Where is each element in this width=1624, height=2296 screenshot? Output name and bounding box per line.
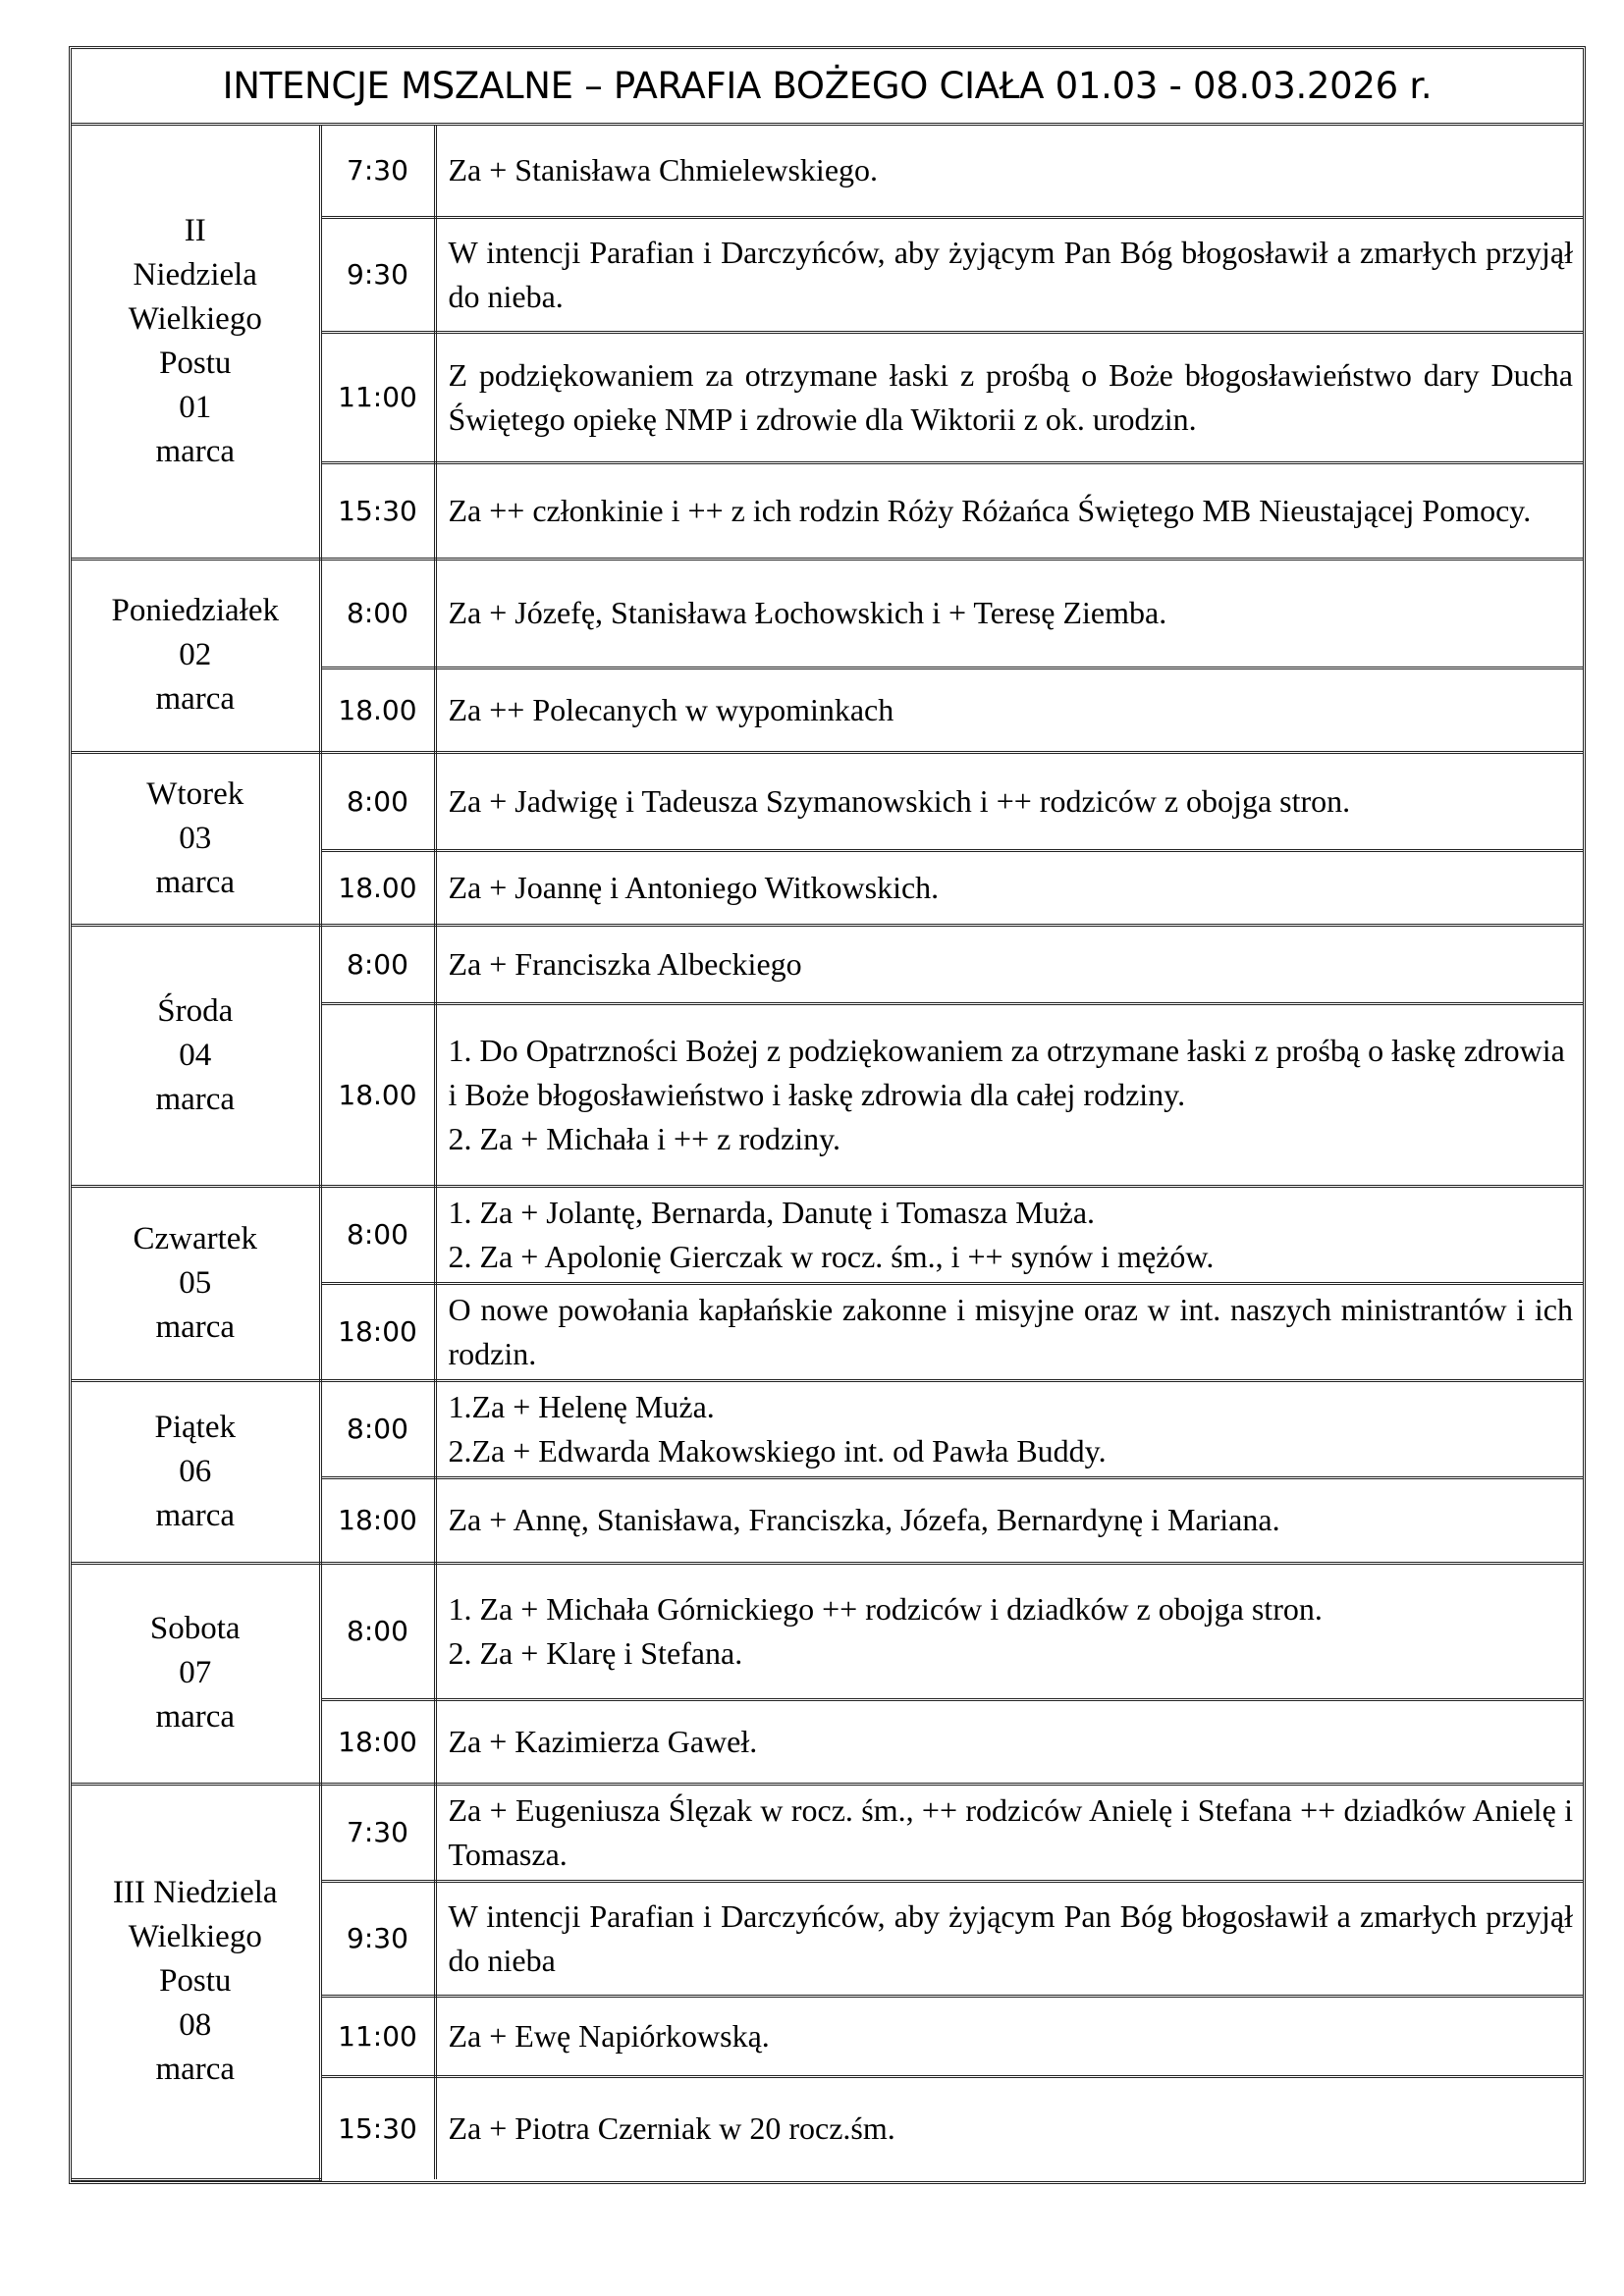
intention-text: Za + Kazimierza Gaweł. (448, 1723, 758, 1759)
intention-text: O nowe powołania kapłańskie zakonne i misyjne oraz w int. naszych ministrantów i ich rodzin. (448, 1291, 1573, 1371)
mass-intention (435, 1283, 1583, 1380)
day-label-line: Postu (159, 345, 232, 381)
intention-text: Za + Stanisława Chmielewskiego. (448, 152, 879, 188)
intention-text: Za + Franciszka Albeckiego (448, 945, 802, 982)
intention-text: 1. Za + Jolantę, Bernarda, Danutę i Tomasza Muża. (448, 1194, 1096, 1230)
intention-text: 2.Za + Edwarda Makowskiego int. od Pawła Buddy. (448, 1432, 1107, 1468)
mass-time: 8:00 (320, 1186, 435, 1283)
day-label-line: 01 (179, 389, 212, 425)
mass-time: 15:30 (320, 462, 435, 559)
day-label-line: Postu (159, 1963, 232, 1999)
mass-intention (435, 126, 1583, 217)
day-label (72, 1784, 320, 2179)
mass-time: 8:00 (320, 752, 435, 850)
intention-text: Za + Annę, Stanisława, Franciszka, Józefa, Bernardynę i Mariana. (448, 1502, 1280, 1537)
mass-row (72, 752, 1583, 850)
mass-intention (435, 752, 1583, 850)
mass-time: 11:00 (320, 332, 435, 462)
intentions-table (72, 126, 1583, 2181)
intention-text: 1.Za + Helenę Muża. (448, 1388, 715, 1424)
intention-text: Za + Jadwigę i Tadeusza Szymanowskich i ++ rodziców z obojga stron. (448, 782, 1351, 819)
day-label-line: Niedziela (133, 256, 257, 293)
intention-text: Za + Joannę i Antoniego Witkowskich. (448, 869, 940, 905)
mass-intention (435, 1380, 1583, 1477)
mass-time: 18:00 (320, 1477, 435, 1563)
day-label-line: Sobota (149, 1611, 241, 1646)
intention-text: Za + Józefę, Stanisława Łochowskich i + Teresę Ziemba. (448, 595, 1167, 630)
day-label-line: marca (155, 1497, 236, 1533)
day-label-line: Czwartek (133, 1220, 257, 1256)
day-label-line: III Niedziela (112, 1875, 278, 1910)
day-label-line: Środa (157, 992, 234, 1029)
day-label-line: II (184, 212, 206, 248)
mass-intention (435, 462, 1583, 559)
mass-time: 8:00 (320, 1380, 435, 1477)
intention-text: W intencji Parafian i Darczyńców, aby żyjącym Pan Bóg błogosławił a zmarłych przyjął do nieba (448, 1897, 1573, 1978)
mass-row (72, 1784, 1583, 1881)
mass-intention (435, 1186, 1583, 1283)
mass-time: 18:00 (320, 1699, 435, 1784)
mass-time: 9:30 (320, 217, 435, 332)
mass-time: 18.00 (320, 1003, 435, 1186)
intention-text: Z podziękowaniem za otrzymane łaski z prośbą o Boże błogosławieństwo dary Ducha Świętego opiekę NMP i zdrowie dla Wiktorii z ok. urodzin. (448, 356, 1573, 437)
intention-text: 2. Za + Apolonię Gierczak w rocz. śm., i ++ synów i mężów. (448, 1238, 1215, 1274)
mass-intention (435, 217, 1583, 332)
day-label (72, 559, 320, 752)
day-label (72, 1380, 320, 1563)
mass-intention (435, 1784, 1583, 1881)
mass-time: 8:00 (320, 559, 435, 667)
day-label (72, 126, 320, 559)
day-label (72, 1563, 320, 1784)
mass-intention (435, 1003, 1583, 1186)
mass-intention (435, 332, 1583, 462)
day-label-line: 05 (179, 1264, 212, 1301)
mass-row (72, 126, 1583, 217)
mass-intention (435, 925, 1583, 1003)
day-label-line: marca (155, 433, 236, 469)
day-label-line: 08 (179, 2007, 212, 2043)
mass-intention (435, 667, 1583, 752)
mass-row (72, 1186, 1583, 1283)
mass-intention (435, 559, 1583, 667)
day-label-line: 02 (179, 637, 212, 672)
intention-text: Za + Piotra Czerniak w 20 rocz.śm. (448, 2109, 895, 2146)
mass-time: 7:30 (320, 1784, 435, 1881)
mass-intention (435, 1563, 1583, 1699)
intention-text: Za ++ członkinie i ++ z ich rodzin Róży Różańca Świętego MB Nieustającej Pomocy. (448, 492, 1532, 528)
intention-text: 1. Do Opatrzności Bożej z podziękowaniem za otrzymane łaski z prośbą o łaskę zdrowia i Boże błogosławieństwo i łaskę zdrowia dla całej rodziny. (448, 1032, 1565, 1112)
mass-time: 8:00 (320, 925, 435, 1003)
intention-text: Za + Eugeniusza Ślęzak w rocz. śm., ++ rodziców Anielę i Stefana ++ dziadków Anielę i Tomasza. (448, 1791, 1573, 1872)
intention-text: Za ++ Polecanych w wypominkach (448, 691, 894, 727)
mass-time: 18.00 (320, 850, 435, 925)
mass-intention (435, 1996, 1583, 2076)
day-label-line: Wielkiego (128, 1919, 262, 1954)
mass-time: 7:30 (320, 126, 435, 217)
intention-text: 2. Za + Klarę i Stefana. (448, 1634, 743, 1671)
day-label-line: marca (155, 1081, 236, 1117)
mass-time: 8:00 (320, 1563, 435, 1699)
mass-time: 15:30 (320, 2076, 435, 2179)
day-label (72, 1186, 320, 1380)
intention-text: Za + Ewę Napiórkowską. (448, 2017, 770, 2054)
day-label-line: Wielkiego (128, 300, 262, 337)
day-label-line: 04 (179, 1037, 212, 1073)
mass-intention (435, 1477, 1583, 1563)
day-label-line: Piątek (154, 1409, 236, 1445)
mass-time: 18:00 (320, 1283, 435, 1380)
day-label-line: 07 (179, 1655, 212, 1690)
day-label (72, 752, 320, 925)
mass-intention (435, 1699, 1583, 1784)
intentions-sheet (69, 46, 1586, 2184)
mass-intention (435, 850, 1583, 925)
day-label-line: marca (155, 2052, 236, 2087)
day-label-line: 03 (179, 820, 212, 856)
mass-time: 18.00 (320, 667, 435, 752)
page-title: INTENCJE MSZALNE – PARAFIA BOŻEGO CIAŁA 01.03 - 08.03.2026 r. (72, 49, 1583, 126)
intention-text: 1. Za + Michała Górnickiego ++ rodziców i dziadków z obojga stron. (448, 1590, 1323, 1627)
mass-time: 9:30 (320, 1881, 435, 1996)
day-label-line: marca (155, 1699, 236, 1735)
intention-text: W intencji Parafian i Darczyńców, aby żyjącym Pan Bóg błogosławił a zmarłych przyjął do nieba. (448, 234, 1573, 314)
mass-row (72, 925, 1583, 1003)
mass-row (72, 559, 1583, 667)
day-label-line: Poniedziałek (111, 593, 279, 628)
mass-row (72, 1380, 1583, 1477)
day-label-line: marca (155, 681, 236, 717)
day-label (72, 925, 320, 1186)
day-label-line: marca (155, 864, 236, 900)
mass-intention (435, 2076, 1583, 2179)
day-label-line: 06 (179, 1453, 212, 1489)
intention-text: 2. Za + Michała i ++ z rodziny. (448, 1120, 840, 1156)
mass-time: 11:00 (320, 1996, 435, 2076)
day-label-line: Wtorek (146, 775, 244, 812)
mass-row (72, 1563, 1583, 1699)
day-label-line: marca (155, 1308, 236, 1345)
mass-intention (435, 1881, 1583, 1996)
